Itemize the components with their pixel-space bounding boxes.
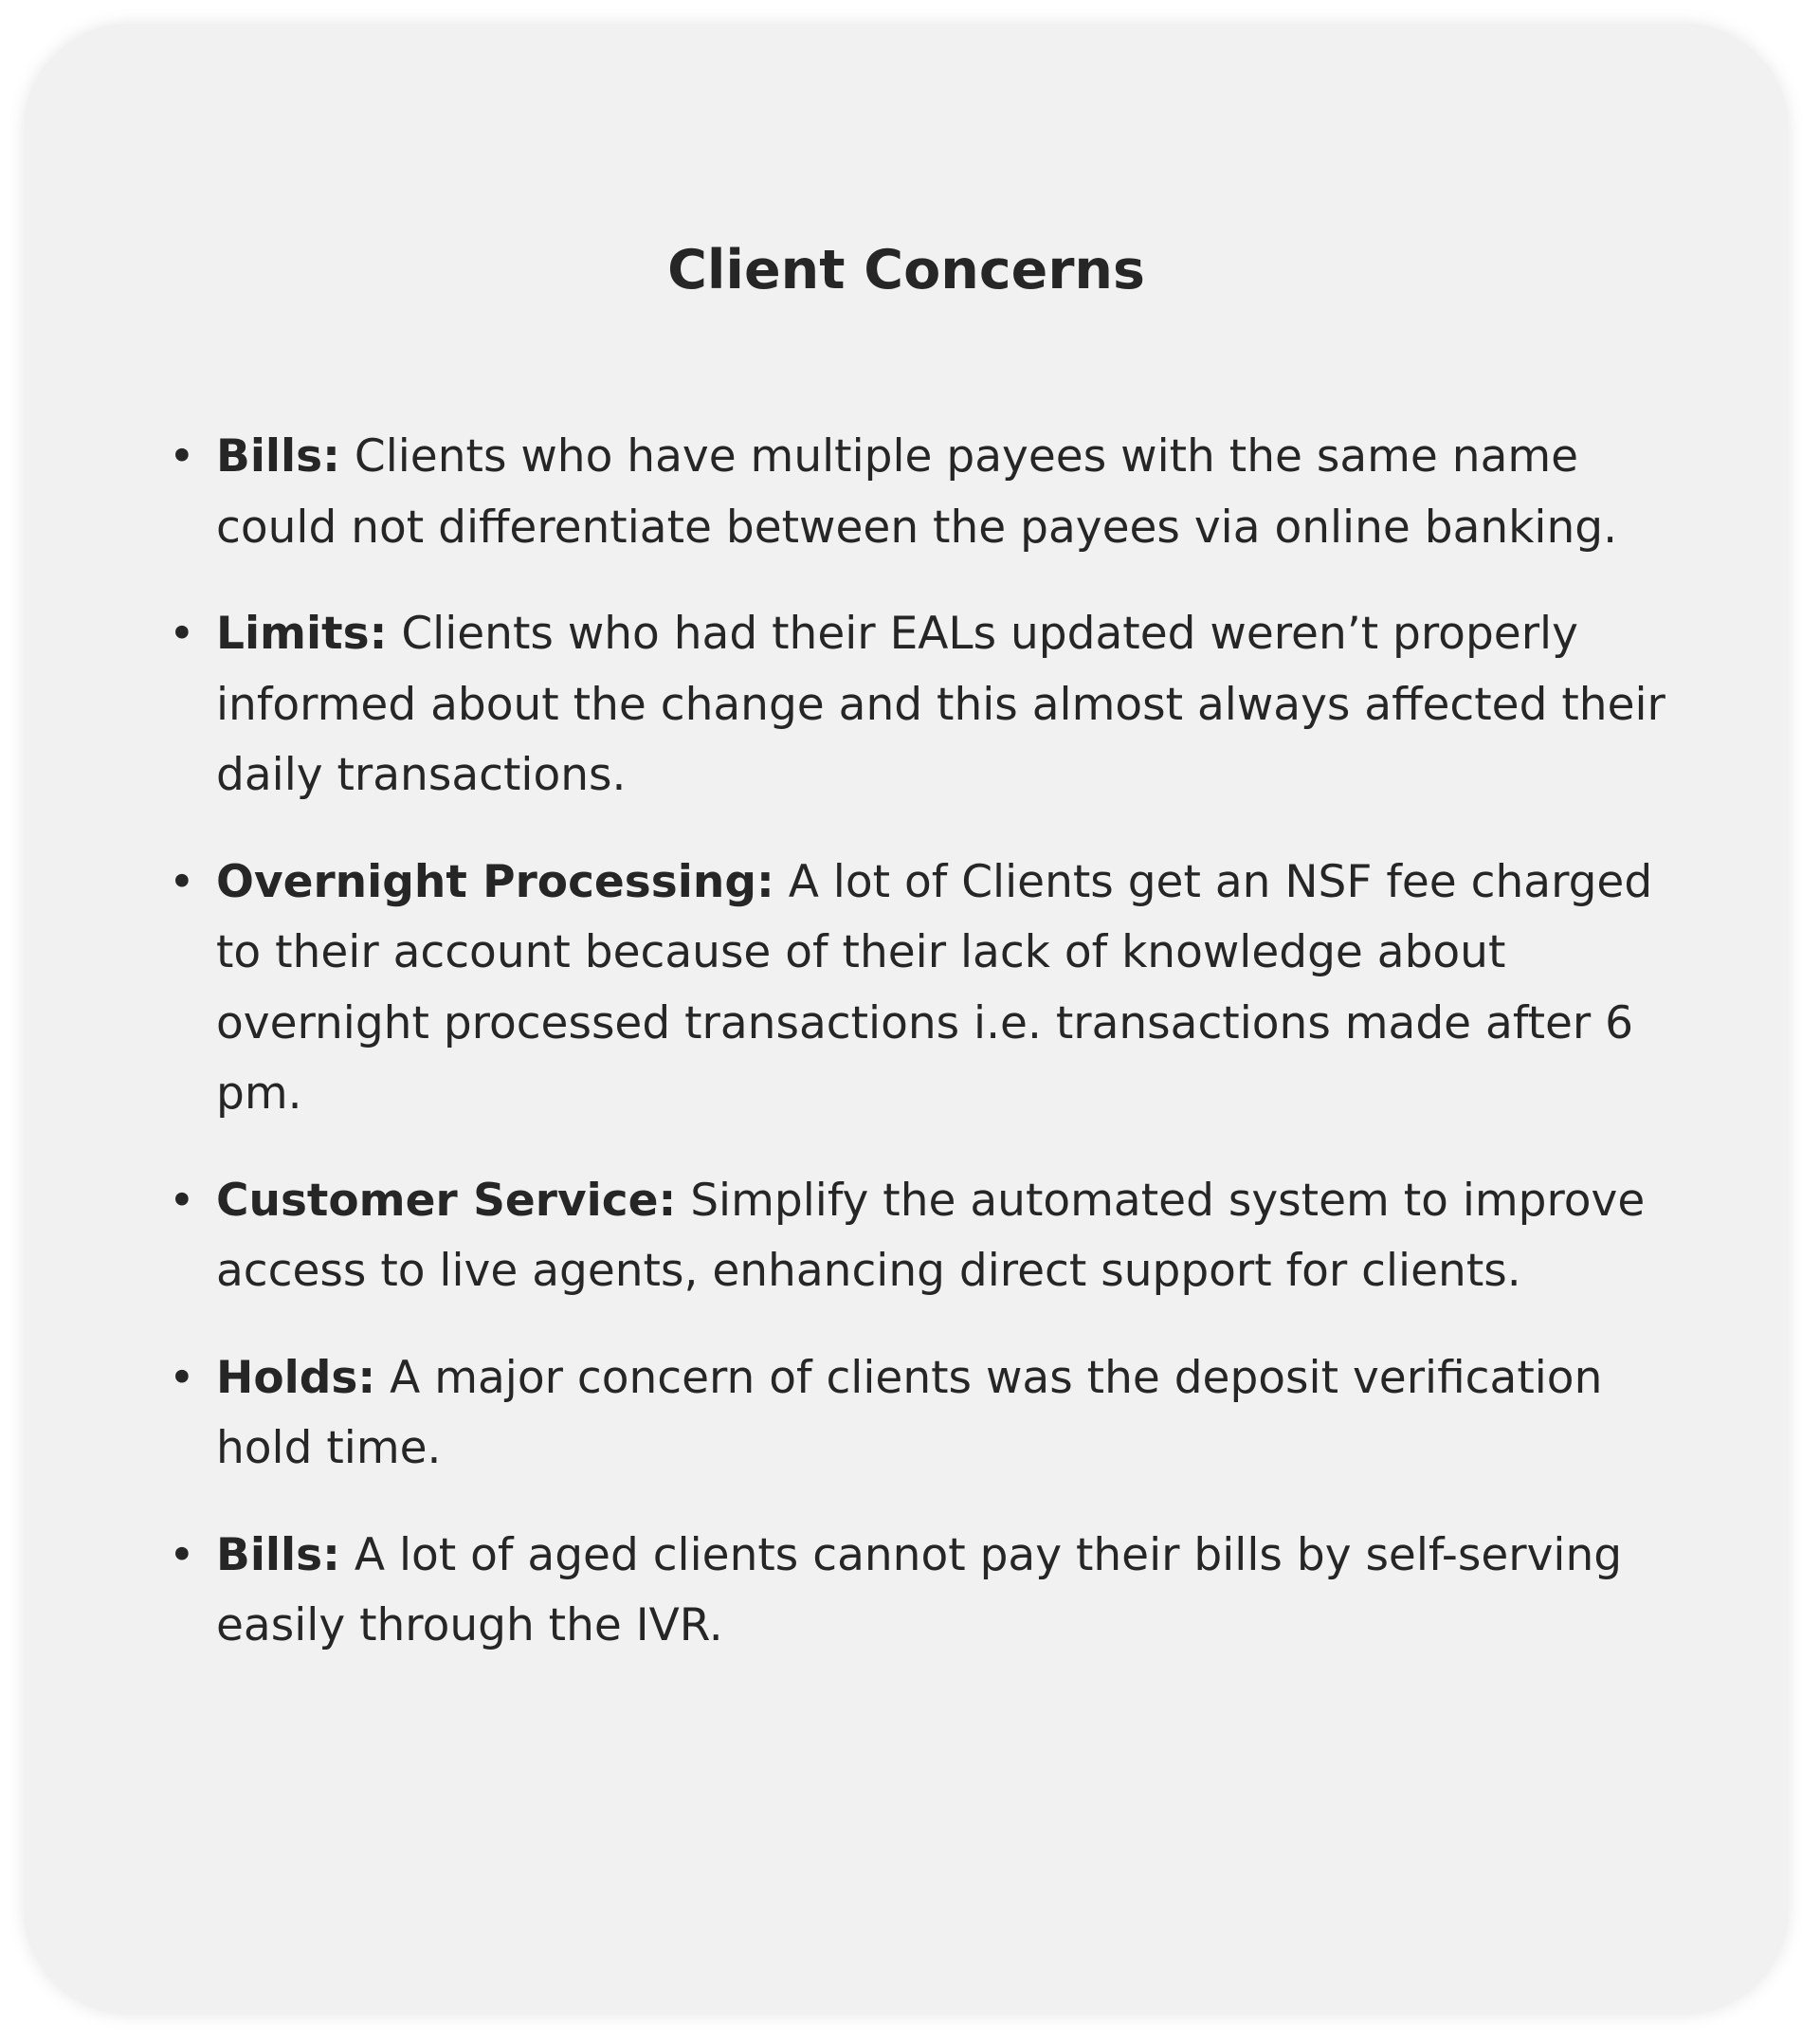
list-item [169, 599, 1704, 812]
concern-label: Overnight Processing: [216, 855, 774, 908]
bullet-icon: • [169, 608, 195, 660]
bullet-icon: • [169, 855, 195, 908]
concern-text: Clients who have multiple payees with the same name could not differentiate between the payees via online banking. [216, 430, 1618, 554]
concern-text: A lot of aged clients cannot pay their bills by self-serving easily through the IVR. [216, 1528, 1623, 1651]
concerns-card [24, 24, 1789, 2015]
list-item [169, 1521, 1704, 1662]
bullet-icon: • [169, 1528, 195, 1581]
concern-text: A lot of Clients get an NSF fee charged to their account because of their lack of knowledge about overnight processed transactions i.e. transactions made after 6 pm. [216, 855, 1653, 1120]
list-item [169, 422, 1704, 563]
bullet-icon: • [169, 430, 195, 483]
concern-text: A major concern of clients was the deposit verification hold time. [216, 1351, 1603, 1474]
concern-text: Simplify the automated system to improve access to live agents, enhancing direct support for clients. [216, 1174, 1646, 1297]
list-item [169, 1166, 1704, 1307]
concern-text: Clients who had their EALs updated weren’t properly informed about the change and this almost always affected their daily transactions. [216, 608, 1665, 801]
list-item [169, 1343, 1704, 1485]
concerns-list [169, 422, 1704, 1698]
bullet-icon: • [169, 1351, 195, 1404]
concern-label: Holds: [216, 1351, 376, 1404]
concern-label: Limits: [216, 608, 388, 660]
concern-label: Bills: [216, 1528, 340, 1581]
page-title: Client Concerns [667, 239, 1145, 301]
concern-label: Customer Service: [216, 1174, 677, 1227]
concern-label: Bills: [216, 430, 340, 483]
list-item [169, 848, 1704, 1130]
bullet-icon: • [169, 1174, 195, 1227]
